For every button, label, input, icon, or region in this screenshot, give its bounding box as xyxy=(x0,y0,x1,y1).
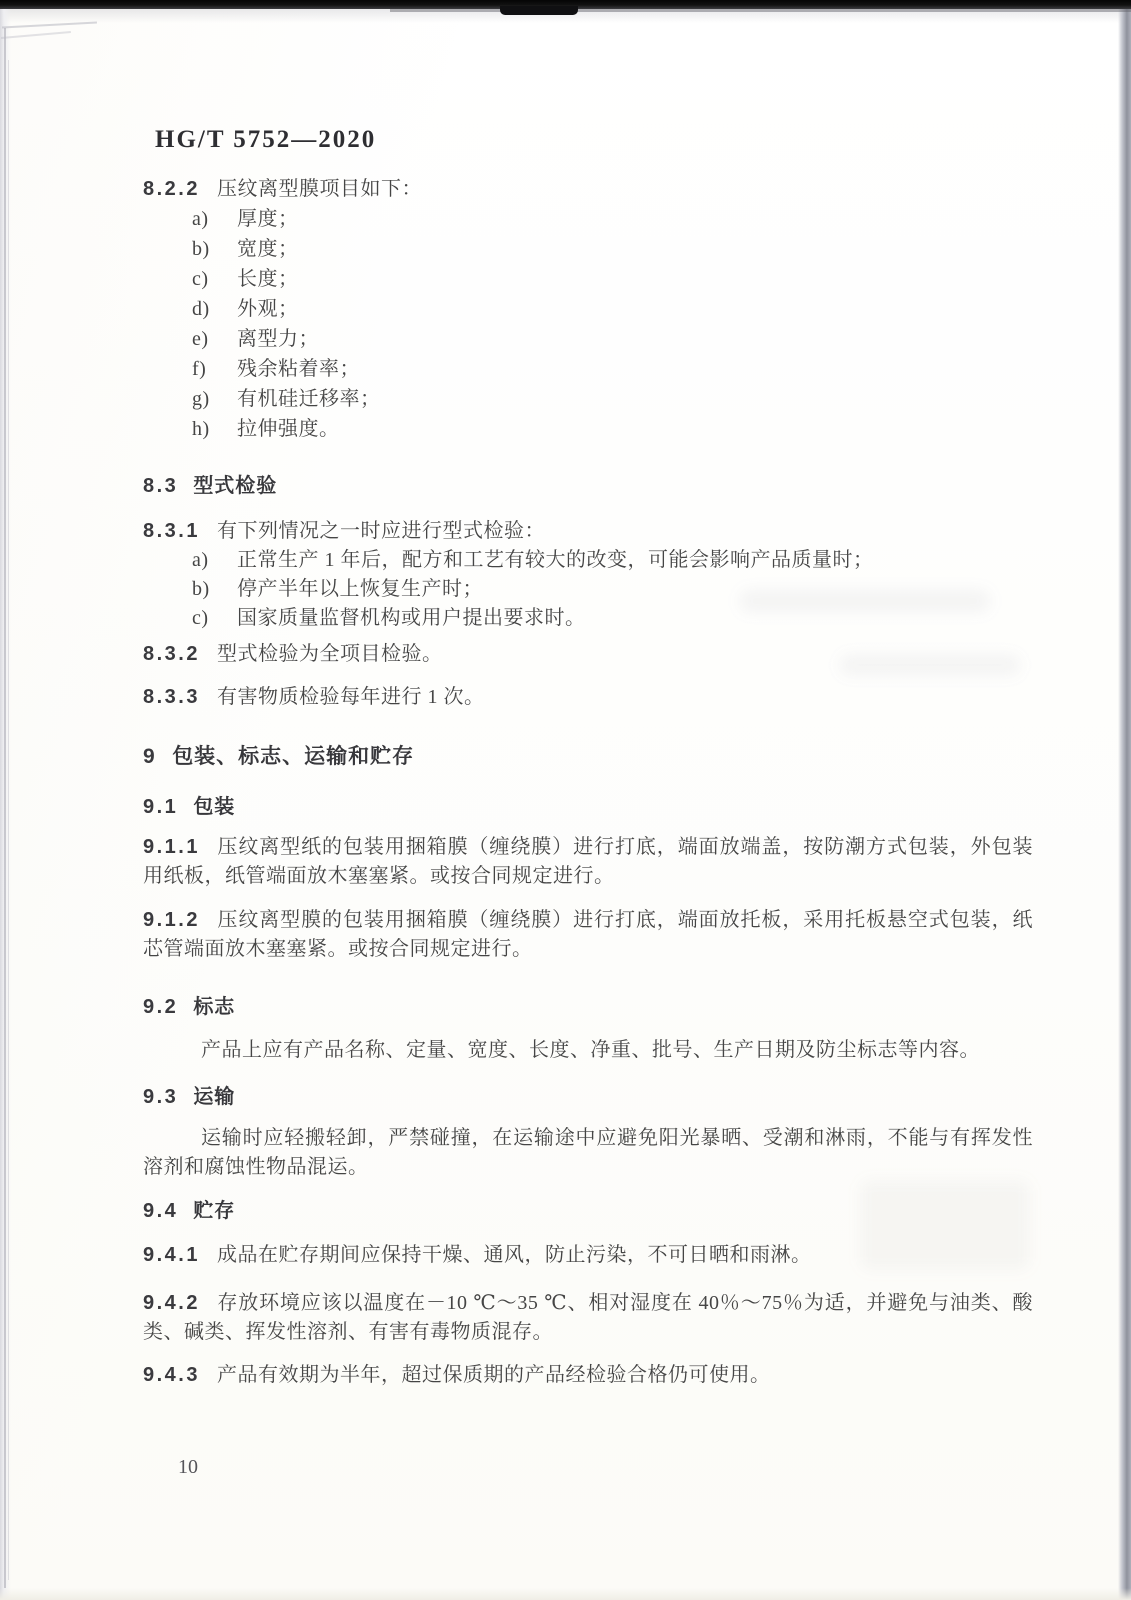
heading-number: 9.4 xyxy=(143,1200,179,1222)
heading-number: 9.3 xyxy=(143,1086,179,1108)
list-item xyxy=(143,264,1033,294)
clause-text: 有害物质检验每年进行 1 次。 xyxy=(216,686,485,708)
heading-number: 9.1 xyxy=(143,796,179,818)
list-item-label: c) xyxy=(192,607,209,629)
clause-number: 9.1.1 xyxy=(143,836,200,858)
list-item-text: 正常生产 1 年后，配方和工艺有较大的改变，可能会影响产品质量时； xyxy=(237,549,874,571)
heading-text: 贮存 xyxy=(193,1200,236,1222)
list-item-text: 国家质量监督机构或用户提出要求时。 xyxy=(237,607,586,629)
document-content xyxy=(143,125,1033,1390)
heading-text: 型式检验 xyxy=(193,475,278,497)
list-item xyxy=(143,354,1033,384)
heading-9-1 xyxy=(143,792,1033,822)
heading-9-2 xyxy=(143,992,1033,1022)
list-item-label: g) xyxy=(192,388,210,410)
list-item-label: b) xyxy=(192,238,210,260)
clause-8-3-1 xyxy=(143,517,1033,546)
clause-text: 存放环境应该以温度在－10 ℃～35 ℃、相对湿度在 40％～75％为适，并避免与油类、酸类、碱类、挥发性溶剂、有害有毒物质混存。 xyxy=(143,1292,1033,1343)
list-item-text: 停产半年以上恢复生产时； xyxy=(237,578,483,600)
clause-9-4-1 xyxy=(143,1241,1033,1270)
clause-text: 型式检验为全项目检验。 xyxy=(216,643,443,665)
list-item-text: 残余粘着率； xyxy=(237,358,360,380)
clause-number: 8.3.2 xyxy=(143,643,200,665)
list-item-label: d) xyxy=(192,298,210,320)
standard-number-header: HG/T 5752—2020 xyxy=(155,126,377,153)
clause-8-3-3 xyxy=(143,683,1033,712)
clause-number: 9.4.3 xyxy=(143,1364,200,1386)
clause-number: 8.2.2 xyxy=(143,178,200,200)
clause-number: 8.3.3 xyxy=(143,686,200,708)
heading-text: 运输 xyxy=(193,1086,236,1108)
heading-number: 9.2 xyxy=(143,996,179,1018)
clause-number: 8.3.1 xyxy=(143,520,200,542)
list-item xyxy=(143,414,1033,444)
clause-9-4-3 xyxy=(143,1361,1033,1390)
list-item xyxy=(143,204,1033,234)
page-stack-line xyxy=(8,60,9,1580)
heading-9-3 xyxy=(143,1082,1033,1112)
scan-edge-top-bulge xyxy=(500,6,578,15)
clause-9-1-1 xyxy=(143,833,1033,891)
page-stack-corner-line xyxy=(1,31,71,39)
page-stack-line xyxy=(4,28,6,1588)
clause-text: 成品在贮存期间应保持干燥、通风，防止污染，不可日晒和雨淋。 xyxy=(216,1244,812,1266)
scan-edge-bottom xyxy=(0,1588,1131,1600)
clause-8-2-2 xyxy=(143,175,1033,204)
list-8-3-1 xyxy=(143,546,1033,633)
heading-8-3 xyxy=(143,471,1033,501)
list-item-label: f) xyxy=(192,358,207,380)
scan-edge-right xyxy=(1118,0,1131,1600)
list-item-text: 厚度； xyxy=(237,208,299,230)
list-8-2-2 xyxy=(143,204,1033,444)
list-item xyxy=(143,294,1033,324)
clause-text: 压纹离型膜的包装用捆箱膜（缠绕膜）进行打底，端面放托板，采用托板悬空式包装，纸芯管端面放木塞塞紧。或按合同规定进行。 xyxy=(143,909,1033,960)
list-item-label: e) xyxy=(192,328,209,350)
list-item-text: 离型力； xyxy=(237,328,319,350)
clause-9-4-2 xyxy=(143,1289,1033,1347)
page-number: 10 xyxy=(178,1456,198,1478)
clause-text: 产品有效期为半年，超过保质期的产品经检验合格仍可使用。 xyxy=(216,1364,771,1386)
heading-text: 标志 xyxy=(193,996,236,1018)
chapter-text: 包装、标志、运输和贮存 xyxy=(172,745,415,768)
clause-text: 压纹离型纸的包装用捆箱膜（缠绕膜）进行打底，端面放端盖，按防潮方式包装，外包装用纸板，纸管端面放木塞塞紧。或按合同规定进行。 xyxy=(143,836,1033,887)
list-item xyxy=(143,234,1033,264)
list-item-label: c) xyxy=(192,268,209,290)
list-item xyxy=(143,324,1033,354)
list-item-label: a) xyxy=(192,208,209,230)
list-item-label: a) xyxy=(192,549,209,571)
list-item-text: 外观； xyxy=(237,298,299,320)
clause-number: 9.4.2 xyxy=(143,1292,200,1314)
chapter-heading-9 xyxy=(143,742,1033,772)
list-item-text: 拉伸强度。 xyxy=(237,418,340,440)
clause-text: 有下列情况之一时应进行型式检验： xyxy=(216,520,545,542)
heading-number: 8.3 xyxy=(143,475,179,497)
list-item-text: 宽度； xyxy=(237,238,299,260)
list-item-text: 长度； xyxy=(237,268,299,290)
heading-9-4 xyxy=(143,1196,1033,1226)
heading-text: 包装 xyxy=(193,796,236,818)
list-item xyxy=(143,604,1033,633)
list-item-label: h) xyxy=(192,418,210,440)
chapter-number: 9 xyxy=(143,745,158,768)
list-item xyxy=(143,384,1033,414)
list-item-label: b) xyxy=(192,578,210,600)
clause-number: 9.4.1 xyxy=(143,1244,200,1266)
list-item xyxy=(143,546,1033,575)
clause-9-1-2 xyxy=(143,906,1033,964)
clause-text: 压纹离型膜项目如下： xyxy=(216,178,422,200)
list-item-text: 有机硅迁移率； xyxy=(237,388,381,410)
paragraph-9-3: 运输时应轻搬轻卸，严禁碰撞，在运输途中应避免阳光暴晒、受潮和淋雨，不能与有挥发性溶剂和腐蚀性物品混运。 xyxy=(143,1127,1033,1178)
clause-number: 9.1.2 xyxy=(143,909,200,931)
paragraph-9-2: 产品上应有产品名称、定量、宽度、长度、净重、批号、生产日期及防尘标志等内容。 xyxy=(201,1039,980,1061)
clause-8-3-2 xyxy=(143,640,1033,669)
list-item xyxy=(143,575,1033,604)
